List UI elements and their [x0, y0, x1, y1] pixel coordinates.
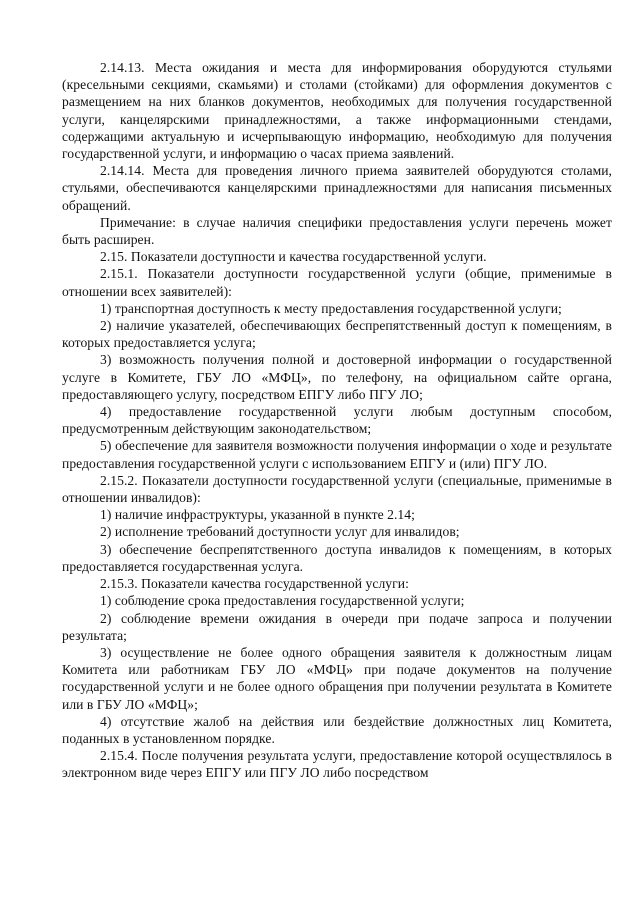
paragraph-2-15-4: 2.15.4. После получения результата услуги, предоставление которой осуществлялось в электронном виде через ЕПГУ или ПГУ ЛО либо посредством — [62, 748, 612, 781]
document-body — [62, 59, 612, 782]
paragraph-2-14-14: 2.14.14. Места для проведения личного приема заявителей оборудуются столами, стульями, обеспечиваются канцелярскими принадлежностями для написания письменных обращений. — [62, 163, 612, 213]
list-item-2-15-3-1: 1) соблюдение срока предоставления государственной услуги; — [100, 593, 465, 609]
list-item-2-15-1-4: 4) предоставление государственной услуги любым доступным способом, предусмотренным действующим законодательством; — [62, 404, 612, 437]
list-item-2-15-1-3: 3) возможность получения полной и достоверной информации о государственной услуге в Комитете, ГБУ ЛО «МФЦ», по телефону, на официальном сайте органа, предоставляющего услугу, посредством ЕПГУ либо ПГУ ЛО; — [62, 352, 612, 402]
paragraph-2-15: 2.15. Показатели доступности и качества государственной услуги. — [100, 249, 487, 265]
list-item-2-15-2-3: 3) обеспечение беспрепятственного доступа инвалидов к помещениям, в которых предоставляется государственная услуга. — [62, 541, 612, 574]
list-item-2-15-2-2: 2) исполнение требований доступности услуг для инвалидов; — [100, 524, 460, 540]
list-item-2-15-1-5: 5) обеспечение для заявителя возможности получения информации о ходе и результате предоставления государственной услуги с использованием ЕПГУ и (или) ПГУ ЛО. — [62, 438, 612, 471]
list-item-2-15-3-3: 3) осуществление не более одного обращения заявителя к должностным лицам Комитета или работникам ГБУ ЛО «МФЦ» при подаче документов на получение государственной услуги и не более одного обращения при получении результата в Комитете или в ГБУ ЛО «МФЦ»; — [62, 644, 612, 712]
paragraph-2-15-1: 2.15.1. Показатели доступности государственной услуги (общие, применимые в отношении всех заявителей): — [62, 266, 612, 299]
list-item-2-15-1-2: 2) наличие указателей, обеспечивающих беспрепятственный доступ к помещениям, в которых предоставляется услуга; — [62, 318, 612, 351]
list-item-2-15-2-1: 1) наличие инфраструктуры, указанной в пункте 2.14; — [100, 507, 415, 523]
paragraph-2-15-3: 2.15.3. Показатели качества государственной услуги: — [100, 576, 409, 592]
list-item-2-15-1-1: 1) транспортная доступность к месту предоставления государственной услуги; — [100, 300, 562, 316]
paragraph-2-14-13: 2.14.13. Места ожидания и места для информирования оборудуются стульями (кресельными секциями, скамьями) и столами (стойками) для оформления документов с размещением на них бланков документов, необходимых для получения государственной услуги, канцелярскими принадлежностями, а также информационными стендами, содержащими актуальную и исчерпывающую информацию, необходимую для получения государственной услуги, и информацию о часах приема заявлений. — [62, 60, 612, 162]
list-item-2-15-3-4: 4) отсутствие жалоб на действия или бездействие должностных лиц Комитета, поданных в установленном порядке. — [62, 713, 612, 746]
list-item-2-15-3-2: 2) соблюдение времени ожидания в очереди при подаче запроса и получении результата; — [62, 610, 612, 643]
paragraph-note: Примечание: в случае наличия специфики предоставления услуги перечень может быть расширен. — [62, 214, 612, 248]
paragraph-2-15-2: 2.15.2. Показатели доступности государственной услуги (специальные, применимые в отношении инвалидов): — [62, 472, 612, 506]
